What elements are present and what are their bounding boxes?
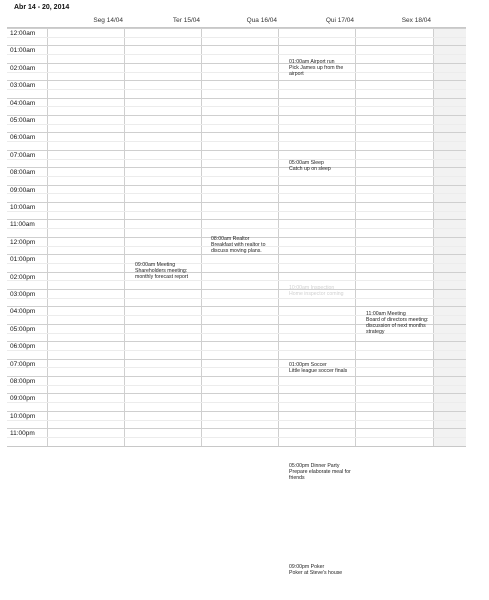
half-hour-divider xyxy=(7,124,466,125)
half-hour-divider xyxy=(7,402,466,403)
event-title: 11:00am Meeting xyxy=(366,311,406,317)
event-title: 09:00pm Poker xyxy=(289,564,325,570)
half-hour-divider xyxy=(7,89,466,90)
hour-label: 12:00pm xyxy=(10,238,36,246)
hour-row-divider xyxy=(7,219,466,220)
hour-row-divider xyxy=(7,393,466,394)
hour-row-divider xyxy=(7,115,466,116)
hour-label: 12:00am xyxy=(10,30,36,37)
half-hour-divider xyxy=(7,159,466,160)
event-description: Poker at Steve's house xyxy=(289,570,343,576)
hour-label: 06:00pm xyxy=(10,343,36,351)
hour-row-divider xyxy=(7,185,466,186)
half-hour-divider xyxy=(7,367,466,368)
hour-label: 10:00pm xyxy=(10,412,36,420)
half-hour-divider xyxy=(7,420,466,421)
hour-label: 03:00am xyxy=(10,82,36,90)
day-header-tue[interactable]: Ter 15/04 xyxy=(172,17,200,24)
event-dinner-party[interactable] xyxy=(289,463,359,481)
hour-label: 08:00pm xyxy=(10,378,36,385)
hour-label: 09:00pm xyxy=(10,395,36,403)
day-header-mon[interactable]: Seg 14/04 xyxy=(93,17,123,24)
half-hour-divider xyxy=(7,437,466,438)
event-poker[interactable] xyxy=(289,564,359,576)
event-title: 01:00am Airport run xyxy=(289,59,335,65)
day-header-row xyxy=(0,16,489,27)
event-realtor[interactable] xyxy=(211,236,279,254)
half-hour-divider xyxy=(7,385,466,386)
hour-label: 04:00am xyxy=(10,99,36,107)
hour-label: 06:00am xyxy=(10,134,36,142)
half-hour-divider xyxy=(7,54,466,55)
hour-row-divider xyxy=(7,98,466,99)
hour-label: 07:00pm xyxy=(10,360,36,368)
hour-label: 11:00pm xyxy=(10,430,35,438)
half-hour-divider xyxy=(7,298,466,299)
hour-label: 11:00am xyxy=(10,221,35,229)
half-hour-divider xyxy=(7,280,466,281)
half-hour-divider xyxy=(7,211,466,212)
hour-row-divider xyxy=(7,28,466,29)
event-title: 05:00am Sleep xyxy=(289,160,324,166)
event-title: 10:00am Inspection xyxy=(289,285,335,291)
day-header-wed[interactable]: Qua 16/04 xyxy=(246,17,277,24)
event-description: Shareholders meeting: monthly forecast report xyxy=(135,268,189,280)
event-description: Pick James up from the airport xyxy=(289,65,344,77)
event-description: Board of directors meeting: discussion of next months strategy xyxy=(366,317,429,335)
hour-row-divider xyxy=(7,132,466,133)
event-board-meeting[interactable] xyxy=(366,311,434,335)
day-header-thu[interactable]: Qui 17/04 xyxy=(325,17,354,24)
hour-label: 02:00pm xyxy=(10,273,36,281)
event-description: Home inspector coming xyxy=(289,291,344,297)
event-description: Breakfast with realtor to discuss moving plans. xyxy=(211,242,266,254)
hour-label: 05:00pm xyxy=(10,325,36,333)
hour-row-divider xyxy=(7,341,466,342)
event-sleep[interactable] xyxy=(289,160,359,172)
hour-row-divider xyxy=(7,428,466,429)
hour-label: 10:00am xyxy=(10,204,36,211)
event-description: Catch up on sleep xyxy=(289,166,331,172)
hour-label: 01:00am xyxy=(10,47,36,55)
hour-row-divider xyxy=(7,150,466,151)
event-title: 05:00pm Dinner Party xyxy=(289,463,340,469)
hour-row-divider xyxy=(7,63,466,64)
event-inspection[interactable] xyxy=(289,285,351,297)
half-hour-divider xyxy=(7,37,466,38)
event-title: 01:00pm Soccer xyxy=(289,362,327,368)
calendar-date-range-title: Abr 14 - 20, 2014 xyxy=(14,4,70,11)
day-header-fri[interactable]: Sex 18/04 xyxy=(401,17,431,24)
hour-row-divider xyxy=(7,306,466,307)
half-hour-divider xyxy=(7,350,466,351)
hour-label: 02:00am xyxy=(10,64,36,72)
hour-row-divider xyxy=(7,80,466,81)
event-soccer[interactable] xyxy=(289,362,359,374)
event-airport-run[interactable] xyxy=(289,59,359,77)
half-hour-divider xyxy=(7,72,466,73)
hour-label: 04:00pm xyxy=(10,308,36,316)
hour-row-divider xyxy=(7,167,466,168)
hour-row-divider xyxy=(7,45,466,46)
half-hour-divider xyxy=(7,263,466,264)
hour-label: 05:00am xyxy=(10,117,36,124)
event-title: 08:00am Realtor xyxy=(211,236,250,242)
half-hour-divider xyxy=(7,193,466,194)
hour-row-divider xyxy=(7,202,466,203)
hour-row-divider xyxy=(7,359,466,360)
event-shareholders-meeting[interactable] xyxy=(135,262,203,280)
half-hour-divider xyxy=(7,106,466,107)
event-title: 09:00am Meeting xyxy=(135,262,176,268)
event-description: Little league soccer finals xyxy=(289,368,348,374)
half-hour-divider xyxy=(7,228,466,229)
hour-label: 09:00am xyxy=(10,186,36,194)
hour-row-divider xyxy=(7,376,466,377)
hour-row-divider xyxy=(7,411,466,412)
hour-label: 07:00am xyxy=(10,151,36,159)
hour-label: 01:00pm xyxy=(10,256,36,264)
hour-label: 08:00am xyxy=(10,169,36,177)
half-hour-divider xyxy=(7,141,466,142)
event-description: Prepare elaborate meal for friends xyxy=(289,469,351,481)
hour-row-divider xyxy=(7,289,466,290)
hour-row-divider xyxy=(7,254,466,255)
half-hour-divider xyxy=(7,176,466,177)
hour-label: 03:00pm xyxy=(10,291,36,298)
hour-row-divider xyxy=(7,272,466,273)
